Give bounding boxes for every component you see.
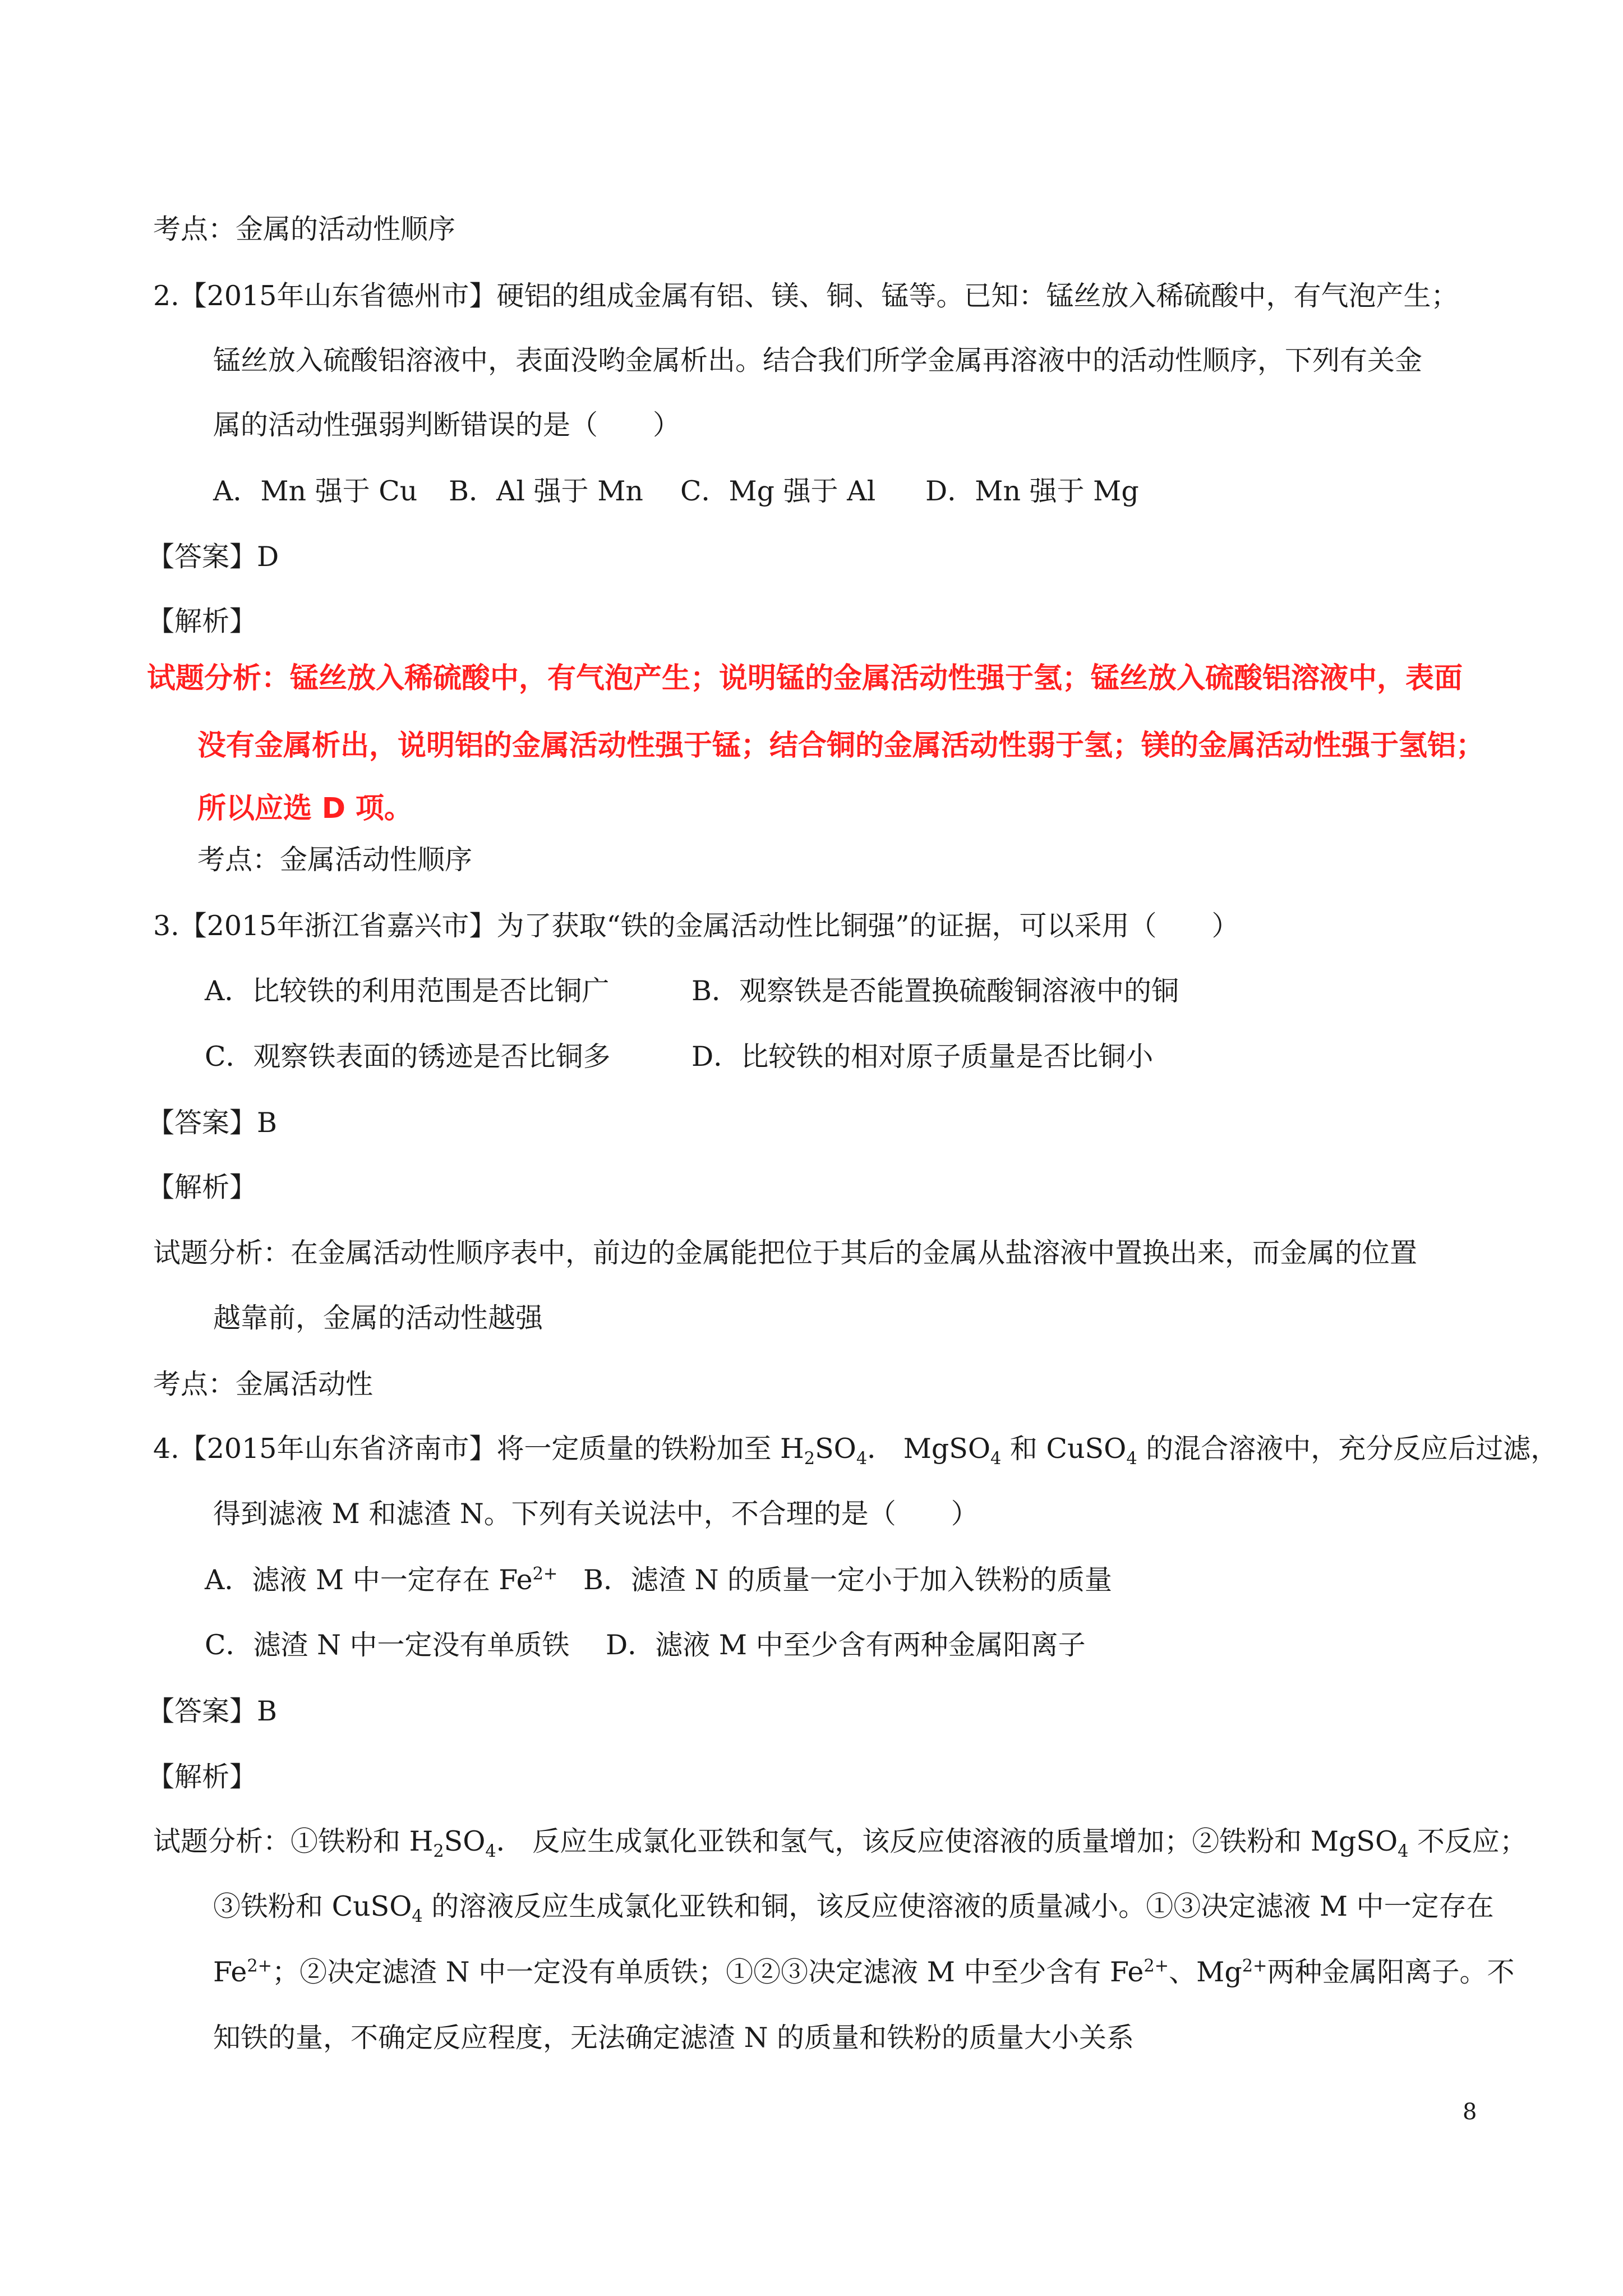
q2-analysis-line3: 所以应选 D 项。 (197, 792, 413, 825)
q3-analysis-line1: 试题分析：在金属活动性顺序表中，前边的金属能把位于其后的金属从盐溶液中置换出来，而金属的位置 (153, 1237, 1418, 1269)
kaodian-top: 考点：金属的活动性顺序 (153, 213, 456, 245)
q4-option-b: B．滤渣 N 的质量一定小于加入铁粉的质量 (583, 1564, 1113, 1596)
q4-analysis-line2: ③铁粉和 CuSO$_4$ 的溶液反应生成氯化亚铁和铜，该反应使溶液的质量减小。①③决定滤液 M 中一定存在 (213, 1890, 1494, 1926)
q2-stem-line3: 属的活动性强弱判断错误的是（ ） (213, 409, 681, 441)
q2-answer: 【答案】D (147, 541, 279, 573)
q4-analysis-line4: 知铁的量，不确定反应程度，无法确定滤渣 N 的质量和铁粉的质量大小关系 (213, 2022, 1135, 2054)
q4-answer: 【答案】B (147, 1695, 278, 1727)
q3-stem: 3.【2015年浙江省嘉兴市】为了获取“铁的金属活动性比铜强”的证据，可以采用（ ） (153, 910, 1239, 942)
q3-analysis-line2: 越靠前，金属的活动性越强 (213, 1302, 543, 1334)
q4-option-a: A．滤液 M 中一定存在 $Fe^{2+}$ (205, 1564, 558, 1596)
q2-stem-line2: 锰丝放入硫酸铝溶液中，表面没哟金属析出。结合我们所学金属再溶液中的活动性顺序，下列有关金 (213, 344, 1423, 376)
q3-jiexi-heading: 【解析】 (147, 1171, 257, 1203)
q2-option-c: C．Mg 强于 Al (680, 475, 876, 507)
q2-analysis-line2: 没有金属析出，说明铝的金属活动性强于锰；结合铜的金属活动性弱于氢；镁的金属活动性强于氢铝； (197, 729, 1485, 762)
q4-option-d: D．滤液 M 中至少含有两种金属阳离子 (606, 1629, 1086, 1661)
q4-analysis-line3: $Fe^{2+}$；②决定滤渣 N 中一定没有单质铁；①②③决定滤液 M 中至少含有 $Fe^{2+}$、$Mg^{2+}$两种金属阳离子。不 (213, 1956, 1515, 1988)
q4-stem-line1: 4.【2015年山东省济南市】将一定质量的铁粉加至 $H_2SO_4$． MgSO$_4$ 和 CuSO$_4$ 的混合溶液中，充分反应后过滤， (153, 1433, 1559, 1469)
q3-answer: 【答案】B (147, 1107, 278, 1139)
q4-jiexi-heading: 【解析】 (147, 1761, 257, 1793)
q2-kaodian: 考点：金属活动性顺序 (197, 844, 473, 876)
q2-option-b: B．Al 强于 Mn (449, 475, 643, 507)
q4-stem-line2: 得到滤液 M 和滤渣 N。下列有关说法中，不合理的是（ ） (213, 1498, 979, 1530)
q4-option-c: C．滤渣 N 中一定没有单质铁 (205, 1629, 570, 1661)
q2-jiexi-heading: 【解析】 (147, 605, 257, 637)
q2-stem-line1: 2.【2015年山东省德州市】硬铝的组成金属有铝、镁、铜、锰等。已知：锰丝放入稀硫酸中，有气泡产生； (153, 280, 1459, 312)
q2-analysis-line1: 试题分析：锰丝放入稀硫酸中，有气泡产生；说明锰的金属活动性强于氢；锰丝放入硫酸铝溶液中，表面 (147, 662, 1463, 695)
q3-option-a: A．比较铁的利用范围是否比铜广 (205, 975, 610, 1007)
q3-kaodian: 考点：金属活动性 (153, 1368, 374, 1400)
page-number: 8 (1463, 2099, 1477, 2125)
q3-option-d: D．比较铁的相对原子质量是否比铜小 (691, 1041, 1154, 1073)
q2-option-d: D．Mn 强于 Mg (925, 475, 1139, 507)
q3-option-c: C．观察铁表面的锈迹是否比铜多 (205, 1041, 611, 1073)
q4-analysis-line1: 试题分析：①铁粉和 $H_2SO_4$． 反应生成氯化亚铁和氢气，该反应使溶液的质量增加；②铁粉和 MgSO$_4$ 不反应； (153, 1825, 1528, 1861)
q3-option-b: B．观察铁是否能置换硫酸铜溶液中的铜 (691, 975, 1179, 1007)
q2-option-a: A．Mn 强于 Cu (213, 475, 418, 507)
